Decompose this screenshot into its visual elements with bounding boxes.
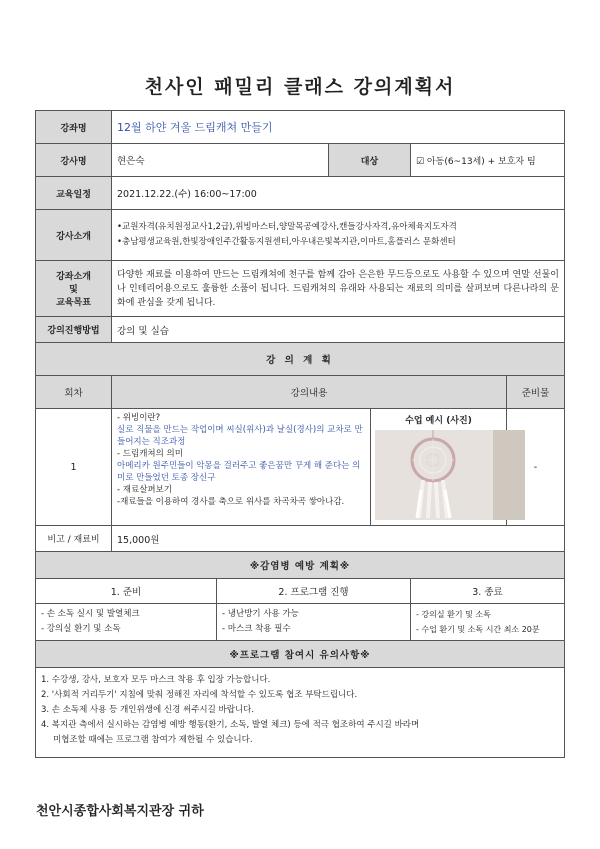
content-line: - 드림캐쳐의 의미 — [117, 449, 183, 459]
notice-item: 4. 복지관 측에서 실시하는 감염병 예방 행동(환기, 소독, 발열 체크) 등에 적극 협조하여 주시길 바라며 — [41, 720, 420, 730]
dreamcatcher-photo — [375, 430, 525, 520]
supplies-value: - — [507, 409, 565, 526]
content-line: - 재료살펴보기 — [117, 485, 173, 495]
page-title: 천사인 패밀리 클래스 강의계획서 — [144, 76, 456, 98]
date-value: 2021.12.22.(수) 16:00~17:00 — [112, 177, 565, 210]
bio-line-1: •교원자격(유치원정교사1,2급),위빙마스터,양말목공예강사,캔들강사자격,유아체육지도자격 — [117, 222, 457, 232]
instructor-label: 강사명 — [36, 144, 112, 177]
target-label: 대상 — [329, 144, 411, 177]
method-value: 강의 및 실습 — [112, 317, 565, 343]
content-line: -재료들을 이용하여 경사를 축으로 위사를 차곡차곡 쌓아나감. — [117, 497, 345, 507]
content-line: - 위빙이란? — [117, 413, 161, 423]
prevention-col-prepare: 1. 준비 — [36, 579, 217, 604]
fee-value: 15,000원 — [112, 526, 565, 552]
intro-label-line-2: 및 — [69, 285, 78, 295]
bio-line-2: •충남평생교육원,한빛장애인주간활동지원센터,아우내은빛복지관,이마트,홈플러스 문화센터 — [117, 237, 456, 247]
prevention-item: - 강의실 환기 및 소독 — [416, 610, 491, 619]
method-label: 강의진행방법 — [36, 317, 112, 343]
session-number: 1 — [36, 409, 112, 526]
fee-label: 비고 / 재료비 — [36, 526, 112, 552]
intro-label-line-1: 강좌소개 — [56, 272, 91, 282]
dreamcatcher-image — [375, 430, 525, 520]
content-line: 아메리카 원주민들이 악몽을 걸러주고 좋은꿈만 꾸게 해 준다는 의미로 만들었던 토종 장신구 — [117, 461, 361, 483]
prevention-item: - 수업 환기 및 소독 시간 최소 20분 — [416, 625, 540, 634]
content-line: 실로 직물을 만드는 작업이며 씨실(위사)과 날실(경사)의 교차로 만들어지는 직조과정 — [117, 425, 363, 447]
photo-caption: 수업 예시 (사진) — [405, 416, 472, 426]
intro-label — [36, 261, 112, 317]
lecture-plan-table — [35, 110, 565, 758]
notice-item: 1. 수강생, 강사, 보호자 모두 마스크 착용 후 입장 가능합니다. — [41, 675, 271, 685]
instructor-value: 현은숙 — [112, 144, 329, 177]
supplies-column-header: 준비물 — [507, 376, 565, 409]
prevention-item: - 냉난방기 사용 가능 — [222, 609, 299, 619]
prevention-item: - 강의실 환기 및 소독 — [41, 624, 121, 634]
date-label: 교육일정 — [36, 177, 112, 210]
intro-value: 다양한 재료를 이용하여 만드는 드림캐쳐에 천구를 함께 감아 은은한 무드등으로도 사용할 수 있으며 연말 선물이나 인테리어용으로도 훌륭한 소품이 됩니다. 드림캐쳐의 유래와 사용되는 재료의 의미를 살펴보며 다른나라의 문화에 관심을 갖게 됩니다. — [112, 261, 565, 317]
course-label: 강좌명 — [36, 111, 112, 144]
notice-section-title: ※프로그램 참여시 유의사항※ — [36, 641, 565, 668]
plan-section-title: 강 의 계 획 — [36, 343, 565, 376]
course-value: 12월 하얀 겨울 드림캐쳐 만들기 — [112, 111, 565, 144]
content-column-header: 강의내용 — [112, 376, 507, 409]
notice-item: 미협조할 때에는 프로그램 참여가 제한될 수 있습니다. — [53, 735, 253, 745]
photo-cell — [371, 409, 507, 526]
intro-label-line-3: 교육목표 — [56, 298, 91, 308]
notice-item: 2. '사회적 거리두기' 지침에 맞춰 정해진 자리에 착석할 수 있도록 협조 부탁드립니다. — [41, 690, 358, 700]
addressee-footer: 천안시종합사회복지관장 귀하 — [36, 804, 204, 819]
content-list — [112, 409, 371, 526]
bio-label: 강사소개 — [36, 210, 112, 261]
target-value: ☑ 아동(6~13세) + 보호자 팀 — [411, 144, 565, 177]
prevention-col-progress: 2. 프로그램 진행 — [217, 579, 411, 604]
session-column-header: 회차 — [36, 376, 112, 409]
prevention-item: - 손 소독 실시 및 발열체크 — [41, 609, 140, 619]
prevention-col-end: 3. 종료 — [411, 579, 565, 604]
prevention-section-title: ※감염병 예방 계획※ — [36, 552, 565, 579]
prevention-item: - 마스크 착용 필수 — [222, 624, 291, 634]
notice-item: 3. 손 소독제 사용 등 개인위생에 신경 써주시길 바랍니다. — [41, 705, 255, 715]
